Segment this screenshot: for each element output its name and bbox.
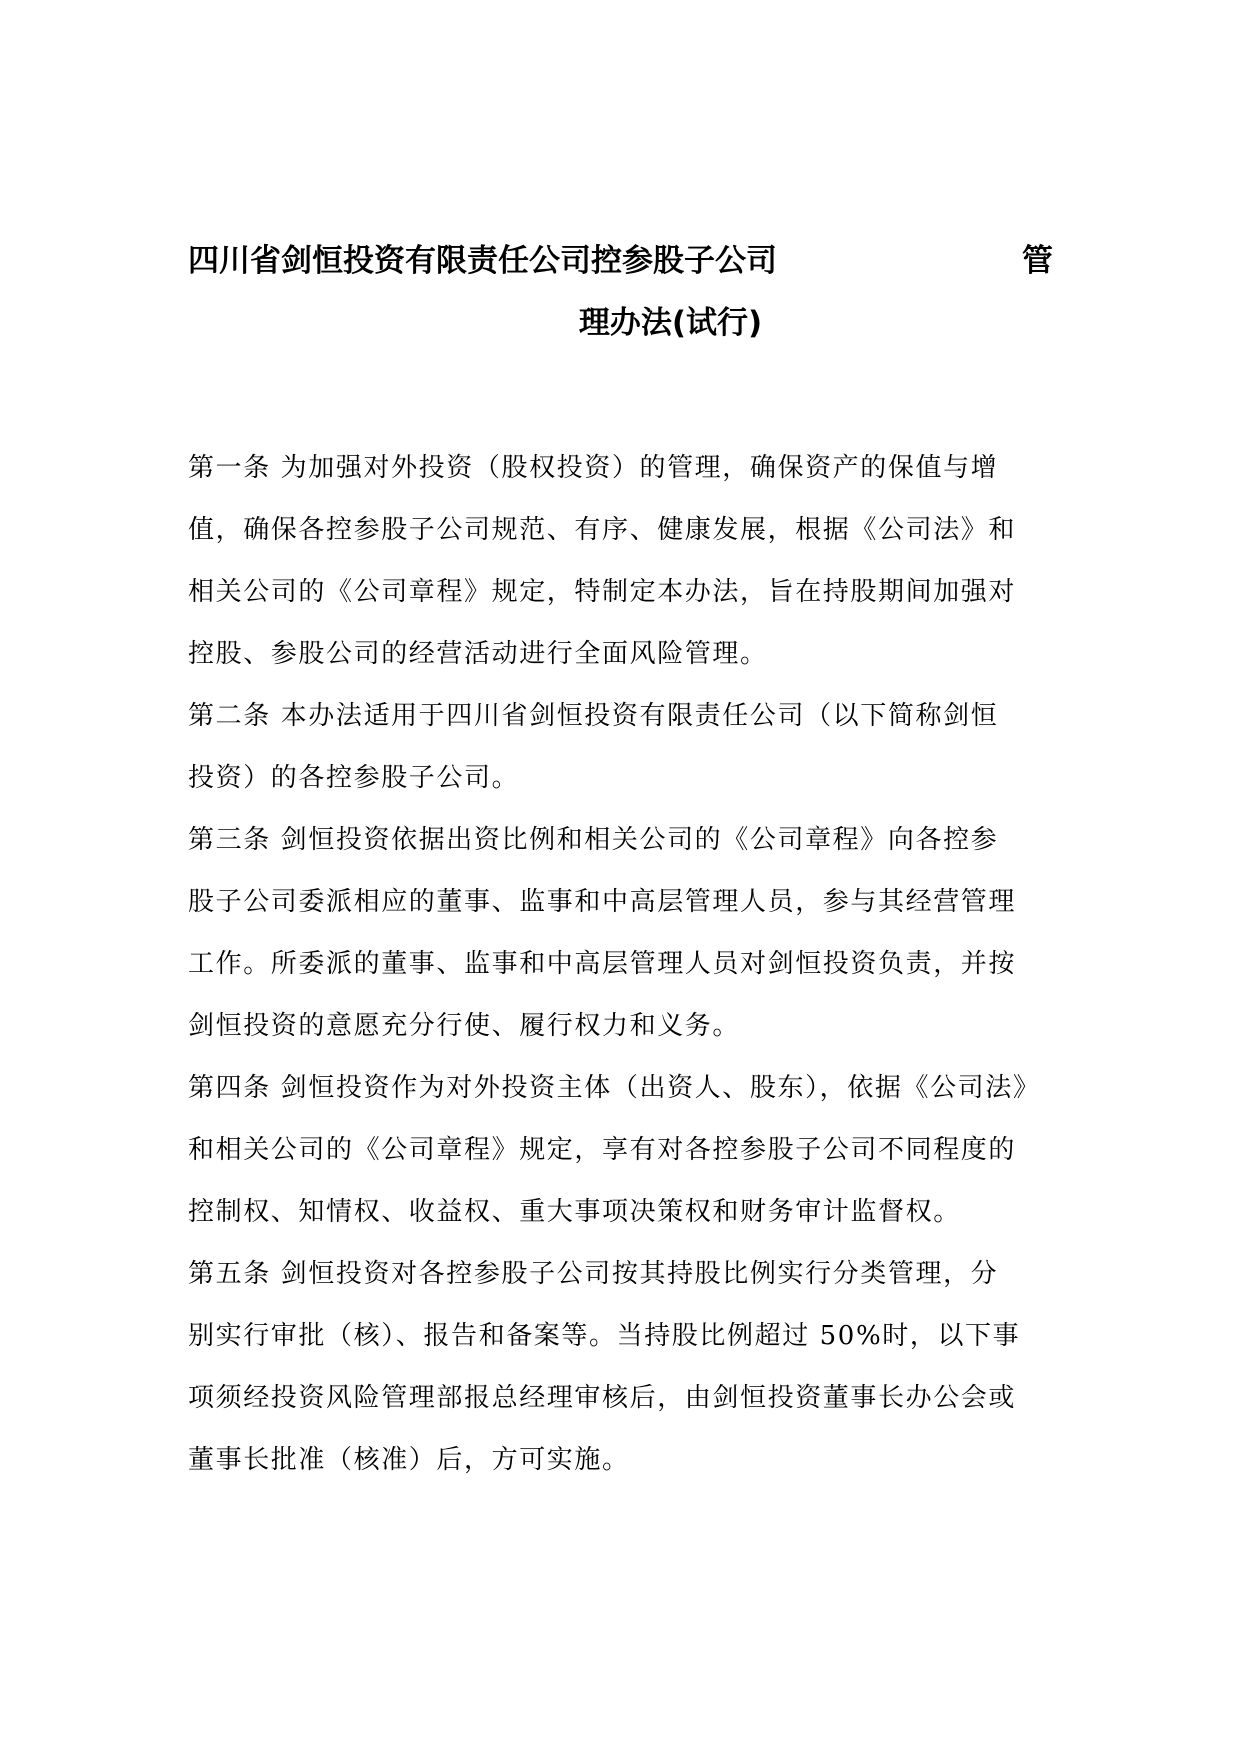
title-line-end-char: 管 xyxy=(1022,243,1053,279)
article-5-line-4: 董事长批准（核准）后，方可实施。 xyxy=(188,1445,630,1475)
article-3-line-4: 剑恒投资的意愿充分行使、履行权力和义务。 xyxy=(188,1011,741,1041)
article-3-line-1: 第三条 剑恒投资依据出资比例和相关公司的《公司章程》向各控参 xyxy=(188,825,999,855)
document-title xyxy=(188,230,1053,354)
article-3-line-2: 股子公司委派相应的董事、监事和中高层管理人员，参与其经营管理 xyxy=(188,887,1017,917)
article-4 xyxy=(188,1057,1053,1243)
article-1-line-3: 相关公司的《公司章程》规定，特制定本办法，旨在持股期间加强对 xyxy=(188,577,1017,607)
title-line-1 xyxy=(188,230,1053,292)
article-2-line-2: 投资）的各控参股子公司。 xyxy=(188,763,520,793)
article-5-line-3: 项须经投资风险管理部报总经理审核后，由剑恒投资董事长办公会或 xyxy=(188,1383,1017,1413)
article-1-line-1: 第一条 为加强对外投资（股权投资）的管理，确保资产的保值与增 xyxy=(188,453,999,483)
article-5-line-1: 第五条 剑恒投资对各控参股子公司按其持股比例实行分类管理，分 xyxy=(188,1259,999,1289)
article-4-line-1: 第四条 剑恒投资作为对外投资主体（出资人、股东），依据《公司法》 xyxy=(188,1073,1041,1103)
article-1-line-2: 值，确保各控参股子公司规范、有序、健康发展，根据《公司法》和 xyxy=(188,515,1017,545)
title-main-text: 四川省剑恒投资有限责任公司控参股子公司 xyxy=(188,243,777,279)
article-5-line-2: 别实行审批（核）、报告和备案等。当持股比例超过 50%时，以下事 xyxy=(188,1321,1021,1351)
article-4-line-2: 和相关公司的《公司章程》规定，享有对各控参股子公司不同程度的 xyxy=(188,1135,1017,1165)
article-1-line-4: 控股、参股公司的经营活动进行全面风险管理。 xyxy=(188,639,768,669)
article-1 xyxy=(188,437,1053,685)
article-3 xyxy=(188,809,1053,1057)
document-body xyxy=(188,437,1053,1491)
article-3-line-3: 工作。所委派的董事、监事和中高层管理人员对剑恒投资负责，并按 xyxy=(188,949,1017,979)
article-4-line-3: 控制权、知情权、收益权、重大事项决策权和财务审计监督权。 xyxy=(188,1197,961,1227)
title-line-2: 理办法(试行) xyxy=(578,305,763,341)
article-2 xyxy=(188,685,1053,809)
article-5 xyxy=(188,1243,1053,1491)
article-2-line-1: 第二条 本办法适用于四川省剑恒投资有限责任公司（以下简称剑恒 xyxy=(188,701,999,731)
